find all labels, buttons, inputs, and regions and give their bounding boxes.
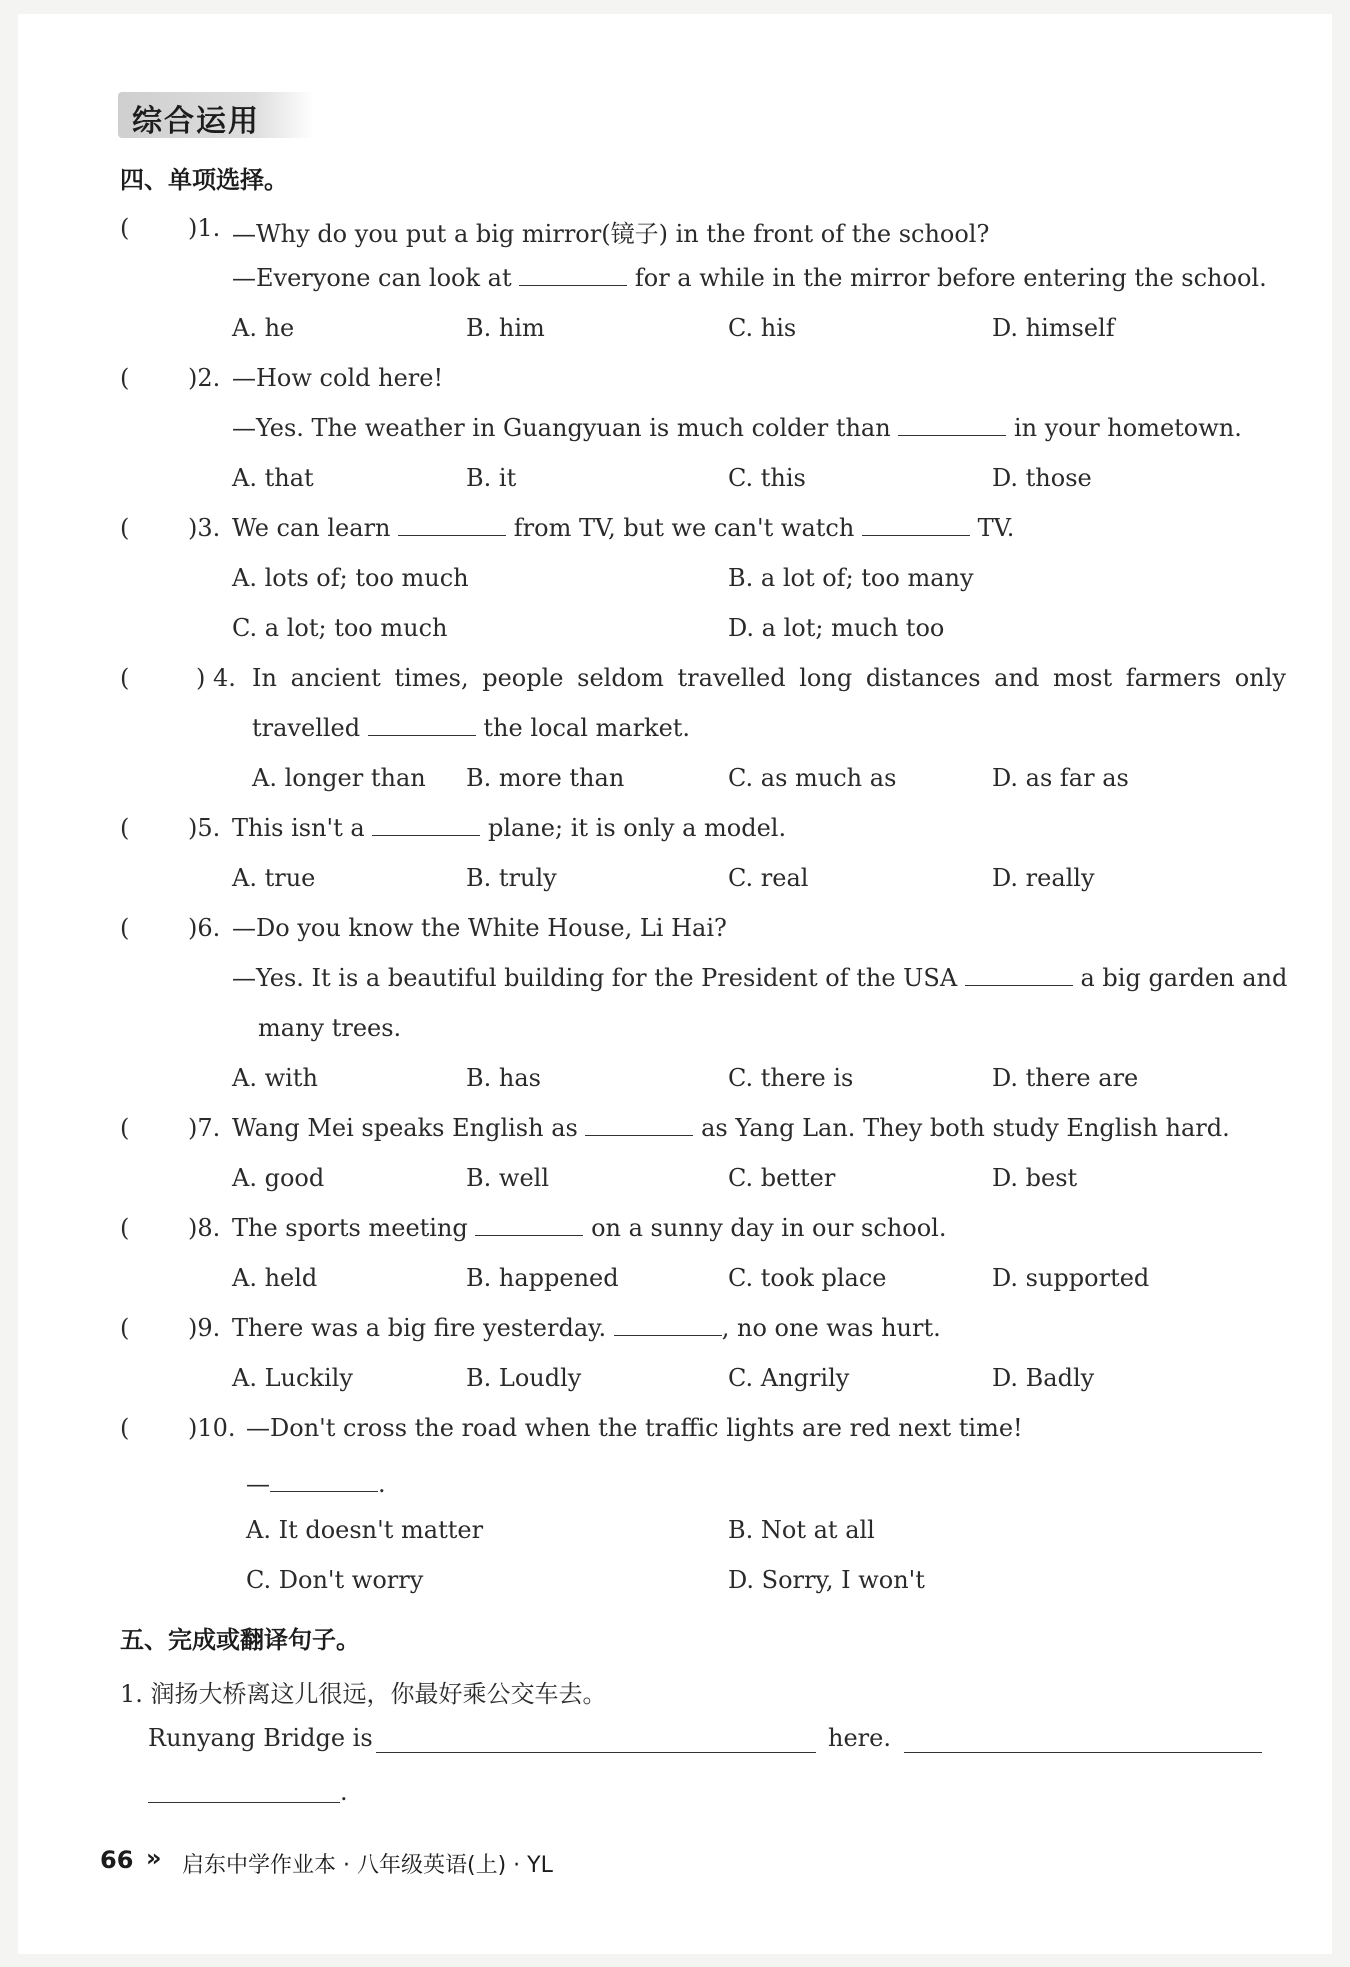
option-b: B. him [466, 314, 545, 342]
option-c: C. better [728, 1164, 836, 1192]
page-number: 66 [100, 1846, 134, 1874]
section-banner [118, 92, 314, 138]
question-stem: The sports meeting on a sunny day in our school. [232, 1214, 947, 1242]
answer-paren: ( [120, 514, 130, 542]
answer-paren: ( [120, 814, 130, 842]
option-c: C. took place [728, 1264, 887, 1292]
option-c: C. there is [728, 1064, 854, 1092]
option-b: B. a lot of; too many [728, 564, 974, 592]
option-b: B. Loudly [466, 1364, 582, 1392]
option-a: A. lots of; too much [232, 564, 469, 592]
option-d: D. as far as [992, 764, 1129, 792]
question-stem: —Do you know the White House, Li Hai? [232, 914, 727, 942]
question-stem: Wang Mei speaks English as as Yang Lan. They both study English hard. [232, 1114, 1230, 1142]
part5-heading: 五、完成或翻译句子。 [120, 1626, 360, 1654]
option-a: A. good [232, 1164, 325, 1192]
option-d: D. those [992, 464, 1092, 492]
answer-paren: ( [120, 914, 130, 942]
part5-item1-english-mid: here. [828, 1724, 891, 1752]
option-a: A. that [232, 464, 314, 492]
option-b: B. Not at all [728, 1516, 875, 1544]
part5-item1-chinese: 1. 润扬大桥离这儿很远，你最好乘公交车去。 [120, 1680, 607, 1708]
question-stem: —Why do you put a big mirror(镜子) in the front of the school? [232, 220, 990, 248]
question-stem: —Don't cross the road when the traffic lights are red next time! [246, 1414, 1023, 1442]
question-stem: —Everyone can look at for a while in the mirror before entering the school. [232, 264, 1267, 292]
question-stem: —Yes. It is a beautiful building for the President of the USA a big garden and [232, 964, 1288, 992]
option-c: C. this [728, 464, 806, 492]
option-b: B. truly [466, 864, 557, 892]
question-stem: travelled the local market. [252, 714, 691, 742]
answer-blank[interactable] [398, 534, 506, 536]
answer-blank[interactable] [585, 1134, 693, 1136]
option-c: C. real [728, 864, 809, 892]
question-number: )1. [188, 214, 221, 242]
question-number: )3. [188, 514, 221, 542]
question-number: )8. [188, 1214, 221, 1242]
option-b: B. happened [466, 1264, 619, 1292]
option-a: A. Luckily [232, 1364, 353, 1392]
answer-blank[interactable] [862, 534, 970, 536]
option-c: C. Don't worry [246, 1566, 424, 1594]
option-d: D. Badly [992, 1364, 1095, 1392]
question-number: ) 4. [196, 664, 236, 692]
question-number: )6. [188, 914, 221, 942]
answer-blank[interactable] [614, 1334, 722, 1336]
answer-paren: ( [120, 1314, 130, 1342]
answer-line[interactable] [148, 1802, 340, 1803]
question-number: )5. [188, 814, 221, 842]
option-b: B. it [466, 464, 517, 492]
option-d: D. really [992, 864, 1095, 892]
option-d: D. supported [992, 1264, 1150, 1292]
question-number: )7. [188, 1114, 221, 1142]
book-title: 启东中学作业本 · 八年级英语(上) · YL [182, 1853, 553, 1878]
answer-line[interactable] [904, 1752, 1262, 1753]
answer-blank[interactable] [372, 834, 480, 836]
option-c: C. a lot; too much [232, 614, 448, 642]
answer-blank[interactable] [475, 1234, 583, 1236]
answer-line[interactable] [376, 1752, 816, 1753]
option-a: A. he [232, 314, 295, 342]
option-c: C. as much as [728, 764, 897, 792]
option-d: D. a lot; much too [728, 614, 945, 642]
question-stem: —How cold here! [232, 364, 444, 392]
question-stem: —Yes. The weather in Guangyuan is much colder than in your hometown. [232, 414, 1242, 442]
answer-paren: ( [120, 214, 130, 242]
part5-item1-english-start: Runyang Bridge is [148, 1724, 373, 1752]
option-a: A. longer than [252, 764, 426, 792]
sentence-period: . [340, 1778, 348, 1806]
chevron-right-icon: » [146, 1844, 162, 1872]
option-d: D. Sorry, I won't [728, 1566, 925, 1594]
option-c: C. his [728, 314, 797, 342]
answer-paren: ( [120, 664, 130, 692]
answer-blank[interactable] [368, 734, 476, 736]
answer-paren: ( [120, 1414, 130, 1442]
option-b: B. more than [466, 764, 625, 792]
section-banner-label: 综合运用 [132, 104, 260, 139]
option-c: C. Angrily [728, 1364, 850, 1392]
question-stem: In ancient times, people seldom travelled long distances and most farmers only [252, 664, 1286, 692]
part4-heading: 四、单项选择。 [120, 166, 288, 194]
question-number: )2. [188, 364, 221, 392]
option-b: B. has [466, 1064, 541, 1092]
option-d: D. himself [992, 314, 1115, 342]
question-stem: — . [246, 1470, 386, 1498]
option-a: A. held [232, 1264, 318, 1292]
option-a: A. It doesn't matter [246, 1516, 484, 1544]
question-stem: This isn't a plane; it is only a model. [232, 814, 787, 842]
answer-paren: ( [120, 1214, 130, 1242]
option-a: A. true [232, 864, 316, 892]
question-stem: We can learn from TV, but we can't watch TV. [232, 514, 1015, 542]
option-d: D. there are [992, 1064, 1139, 1092]
answer-blank[interactable] [898, 434, 1006, 436]
option-d: D. best [992, 1164, 1078, 1192]
answer-blank[interactable] [965, 984, 1073, 986]
question-number: )9. [188, 1314, 221, 1342]
question-number: )10. [188, 1414, 236, 1442]
option-a: A. with [232, 1064, 318, 1092]
option-b: B. well [466, 1164, 549, 1192]
question-stem: There was a big fire yesterday. , no one was hurt. [232, 1314, 941, 1342]
answer-blank[interactable] [270, 1490, 378, 1492]
answer-blank[interactable] [519, 284, 627, 286]
answer-paren: ( [120, 364, 130, 392]
answer-paren: ( [120, 1114, 130, 1142]
question-stem: many trees. [258, 1014, 402, 1042]
